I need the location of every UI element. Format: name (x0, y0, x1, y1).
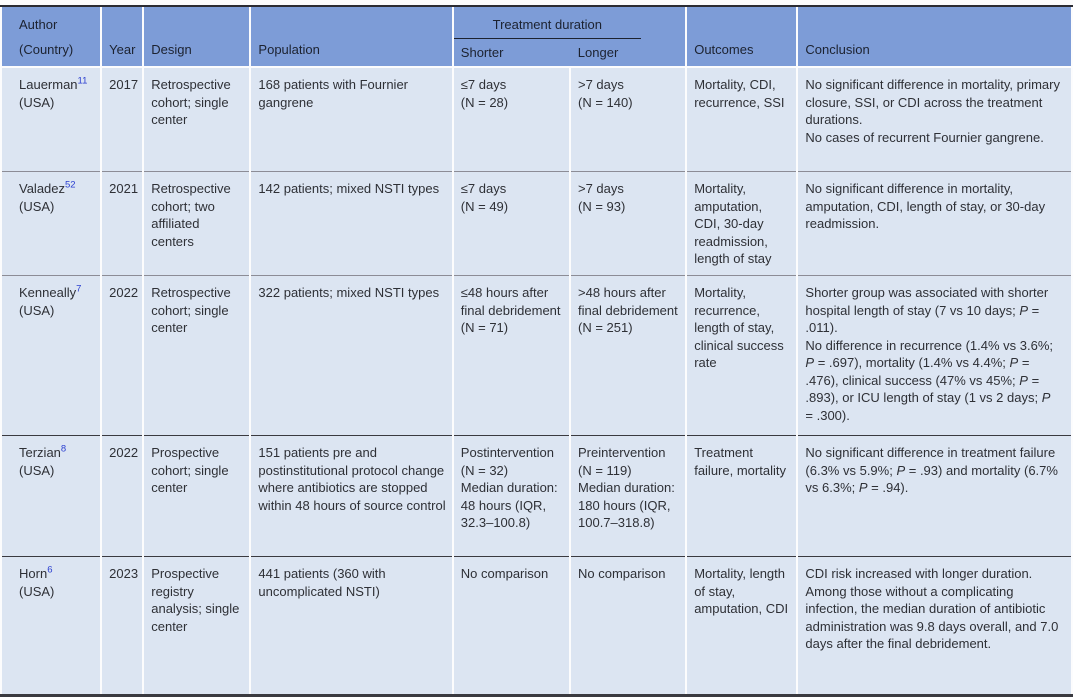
author-name: Terzian (19, 445, 61, 460)
cell-line: Preintervention (N = 119) (578, 445, 666, 478)
author-country: (USA) (19, 583, 55, 599)
cell-line: ≤7 days (460, 181, 507, 196)
col-header-longer: Longer (577, 44, 619, 60)
author-country: (USA) (19, 198, 55, 214)
cell-line: No cases of recurrent Fournier gangrene. (805, 129, 1044, 145)
table-header (2, 7, 1071, 68)
author-country: (USA) (19, 302, 55, 318)
cell-author (2, 171, 100, 275)
cell-author (2, 275, 100, 435)
cell-line: (N = 93) (578, 198, 626, 214)
cell-outcomes: Mortality, amputation, CDI, 30-day readmission, length of stay (687, 171, 796, 275)
cell-line: ≤7 days (460, 77, 507, 92)
cell-conclusion (798, 68, 1071, 171)
cell-line: ≤48 hours after final debridement (460, 285, 561, 318)
cell-longer (571, 68, 685, 171)
table-row-kenneally (2, 275, 1071, 435)
cell-population: 142 patients; mixed NSTI types (251, 171, 451, 275)
cell-author (2, 556, 100, 694)
cell-population: 322 patients; mixed NSTI types (251, 275, 451, 435)
col-header-treatment-duration (454, 7, 685, 68)
cell-conclusion (798, 435, 1071, 556)
cell-design: Retrospective cohort; single center (144, 68, 249, 171)
cell-line: >7 days (578, 77, 624, 92)
citation-ref-link[interactable]: 11 (77, 75, 88, 87)
cell-author (2, 435, 100, 556)
cell-line: CDI risk increased with longer duration. (805, 566, 1033, 581)
cell-outcomes: Mortality, length of stay, amputation, CDI (687, 556, 796, 694)
cell-line: (N = 71) (460, 320, 509, 335)
cell-line: No significant difference in mortality, amputation, CDI, length of stay, or 30-day readmission. (805, 181, 1046, 231)
cell-shorter (454, 171, 569, 275)
cell-line: No comparison (460, 566, 549, 581)
cell-shorter (454, 275, 569, 435)
cell-line: >48 hours after final debridement (578, 285, 678, 318)
cell-longer (571, 171, 685, 275)
cell-outcomes: Mortality, recurrence, length of stay, clinical success rate (687, 275, 796, 435)
cell-year: 2023 (102, 556, 142, 694)
cell-conclusion (798, 275, 1071, 435)
author-name: Lauerman (19, 77, 78, 92)
cell-design: Prospective registry analysis; single center (144, 556, 249, 694)
cell-shorter (454, 435, 569, 556)
cell-line: (N = 140) (578, 94, 633, 110)
cell-line: No significant difference in mortality, primary closure, SSI, or CDI across the treatment durations. (805, 77, 1060, 127)
cell-line: No significant difference in treatment failure (6.3% vs 5.9%; P = .93) and mortality (6.7% vs 6.3%; P = .94). (805, 445, 1058, 495)
cell-line: Among those without a complicating infection, the median duration of antibiotic administration was 9.8 days overall, and 7.0 days after the final debridement. (805, 583, 1059, 651)
author-name: Kenneally (19, 285, 77, 300)
cell-population: 441 patients (360 with uncomplicated NSTI) (251, 556, 451, 694)
cell-longer (571, 275, 685, 435)
cell-line: Shorter group was associated with shorter hospital length of stay (7 vs 10 days; P = .011). (805, 285, 1049, 335)
col-header-design: Design (144, 7, 249, 68)
cell-line: No comparison (578, 566, 666, 581)
cell-outcomes: Treatment failure, mortality (687, 435, 796, 556)
treatment-duration-group-label: Treatment duration (454, 7, 641, 39)
cell-line: No difference in recurrence (1.4% vs 3.6%; P = .697), mortality (1.4% vs 4.4%; P = .476), clinical success (47% vs 45%; P = .893), or ICU length of stay (1 vs 2 days; P = .300). (805, 337, 1054, 423)
cell-outcomes: Mortality, CDI, recurrence, SSI (687, 68, 796, 171)
cell-line: (N = 49) (460, 198, 509, 214)
table-row-horn (2, 556, 1071, 694)
cell-longer (571, 556, 685, 694)
col-header-population: Population (251, 7, 451, 68)
table-body (2, 68, 1071, 694)
citation-ref-link[interactable]: 8 (60, 443, 67, 455)
col-header-shorter: Shorter (460, 44, 504, 60)
col-header-country-label: (Country) (19, 41, 74, 57)
author-country: (USA) (19, 94, 55, 110)
cell-line: Postintervention (N = 32) (460, 445, 555, 478)
cell-shorter (454, 556, 569, 694)
col-header-year: Year (102, 7, 142, 68)
cell-line: >7 days (578, 181, 624, 196)
author-name: Horn (19, 566, 48, 581)
cell-line: Median duration: 180 hours (IQR, 100.7–318.8) (578, 480, 675, 530)
table-row-lauerman (2, 68, 1071, 171)
cell-design: Retrospective cohort; single center (144, 275, 249, 435)
cell-design: Retrospective cohort; two affiliated centers (144, 171, 249, 275)
header-row (2, 7, 1071, 68)
cell-design: Prospective cohort; single center (144, 435, 249, 556)
cell-conclusion (798, 171, 1071, 275)
cell-year: 2022 (102, 275, 142, 435)
col-header-outcomes: Outcomes (687, 7, 796, 68)
cell-conclusion (798, 556, 1071, 694)
citation-ref-link[interactable]: 52 (65, 179, 76, 191)
citation-ref-link[interactable]: 7 (76, 283, 82, 295)
cell-line: Median duration: 48 hours (IQR, 32.3–100.8) (460, 480, 558, 530)
author-name: Valadez (19, 181, 66, 196)
col-header-conclusion: Conclusion (798, 7, 1071, 68)
cell-year: 2021 (102, 171, 142, 275)
cell-longer (571, 435, 685, 556)
author-country: (USA) (19, 462, 55, 478)
col-header-author-label: Author (19, 17, 58, 32)
cell-line: (N = 251) (578, 320, 633, 335)
cell-year: 2017 (102, 68, 142, 171)
table-row-terzian (2, 435, 1071, 556)
cell-population: 168 patients with Fournier gangrene (251, 68, 451, 171)
citation-ref-link[interactable]: 6 (47, 564, 53, 576)
col-header-author (2, 7, 100, 68)
study-comparison-table (0, 5, 1073, 697)
cell-author (2, 68, 100, 171)
cell-population: 151 patients pre and postinstitutional protocol change where antibiotics are stopped within 48 hours of source control (251, 435, 451, 556)
cell-shorter (454, 68, 569, 171)
table-row-valadez (2, 171, 1071, 275)
cell-year: 2022 (102, 435, 142, 556)
cell-line: (N = 28) (460, 94, 509, 110)
